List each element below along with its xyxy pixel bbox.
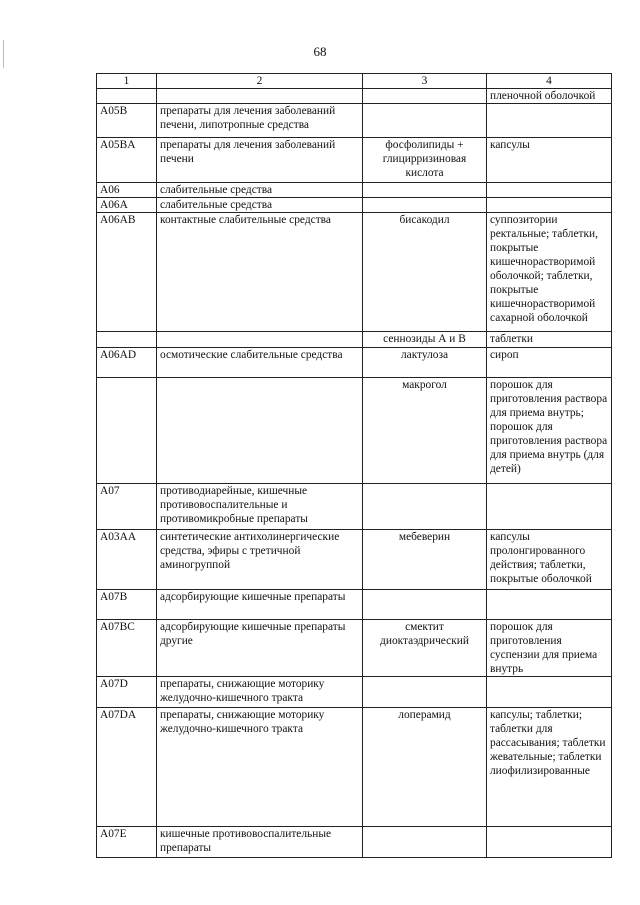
table-row — [97, 213, 612, 332]
table-row — [97, 332, 612, 348]
dosage-form: капсулы — [487, 138, 612, 183]
dosage-form — [487, 183, 612, 198]
table-row — [97, 348, 612, 378]
dosage-form: таблетки — [487, 332, 612, 348]
atc-code — [97, 378, 157, 484]
atc-code — [97, 89, 157, 104]
pharm-group: синтетические антихолинергические средства, эфиры с третичной аминогруппой — [157, 530, 363, 590]
drug-name — [363, 484, 487, 530]
dosage-form: сироп — [487, 348, 612, 378]
atc-code: A07BC — [97, 620, 157, 677]
drug-name — [363, 183, 487, 198]
table-row — [97, 89, 612, 104]
dosage-form: суппозитории ректальные; таблетки, покрытые кишечнорастворимой оболочкой; таблетки, покрытые кишечнорастворимой сахарной оболочкой — [487, 213, 612, 332]
drug-name: мебеверин — [363, 530, 487, 590]
col-header-4: 4 — [487, 74, 612, 89]
pharm-group: противодиарейные, кишечные противовоспалительные и противомикробные препараты — [157, 484, 363, 530]
table-row — [97, 708, 612, 827]
pharm-group: адсорбирующие кишечные препараты — [157, 590, 363, 620]
table-row — [97, 378, 612, 484]
drug-name: бисакодил — [363, 213, 487, 332]
drug-name — [363, 590, 487, 620]
dosage-form — [487, 590, 612, 620]
atc-code: A07DA — [97, 708, 157, 827]
atc-code: A07B — [97, 590, 157, 620]
pharm-group: осмотические слабительные средства — [157, 348, 363, 378]
pharm-group: препараты, снижающие моторику желудочно-кишечного тракта — [157, 677, 363, 708]
table-row — [97, 138, 612, 183]
page-number: 68 — [313, 44, 327, 59]
drug-name: макрогол — [363, 378, 487, 484]
drug-name — [363, 677, 487, 708]
drug-name — [363, 89, 487, 104]
drug-name — [363, 827, 487, 858]
atc-code: A06A — [97, 198, 157, 213]
dosage-form: порошок для приготовления раствора для приема внутрь; порошок для приготовления раствора для приема внутрь (для детей) — [487, 378, 612, 484]
pharm-group: адсорбирующие кишечные препараты другие — [157, 620, 363, 677]
table-row — [97, 620, 612, 677]
table-row — [97, 530, 612, 590]
atc-code: A06 — [97, 183, 157, 198]
dosage-form — [487, 484, 612, 530]
pharm-group: кишечные противовоспалительные препараты — [157, 827, 363, 858]
table-row — [97, 677, 612, 708]
col-header-2: 2 — [157, 74, 363, 89]
dosage-form: капсулы; таблетки; таблетки для рассасывания; таблетки жевательные; таблетки лиофилизированные — [487, 708, 612, 827]
atc-code: A06AB — [97, 213, 157, 332]
atc-code: A07E — [97, 827, 157, 858]
drug-name: сеннозиды А и В — [363, 332, 487, 348]
pharm-group: слабительные средства — [157, 198, 363, 213]
pharm-group: слабительные средства — [157, 183, 363, 198]
dosage-form — [487, 677, 612, 708]
pharm-group: препараты для лечения заболеваний печени — [157, 138, 363, 183]
drug-name: лоперамид — [363, 708, 487, 827]
atc-code: A06AD — [97, 348, 157, 378]
atc-code: A07 — [97, 484, 157, 530]
dosage-form: порошок для приготовления суспензии для приема внутрь — [487, 620, 612, 677]
pharm-group — [157, 89, 363, 104]
col-header-1: 1 — [97, 74, 157, 89]
drug-name: смектит диоктаэдрический — [363, 620, 487, 677]
pharm-group: препараты для лечения заболеваний печени, липотропные средства — [157, 104, 363, 138]
drug-name: фосфолипиды + глицирризиновая кислота — [363, 138, 487, 183]
table-row — [97, 484, 612, 530]
atc-code — [97, 332, 157, 348]
atc-code: A05BA — [97, 138, 157, 183]
table-row — [97, 104, 612, 138]
table-row — [97, 198, 612, 213]
table-row — [97, 590, 612, 620]
pharm-group: контактные слабительные средства — [157, 213, 363, 332]
dosage-form — [487, 827, 612, 858]
dosage-form: пленочной оболочкой — [487, 89, 612, 104]
drug-table — [96, 73, 612, 858]
pharm-group — [157, 332, 363, 348]
col-header-3: 3 — [363, 74, 487, 89]
atc-code: A07D — [97, 677, 157, 708]
drug-name: лактулоза — [363, 348, 487, 378]
table-header-row — [97, 74, 612, 89]
pharm-group — [157, 378, 363, 484]
table-row — [97, 827, 612, 858]
atc-code: A05B — [97, 104, 157, 138]
pharm-group: препараты, снижающие моторику желудочно-кишечного тракта — [157, 708, 363, 827]
drug-name — [363, 198, 487, 213]
dosage-form: капсулы пролонгированного действия; таблетки, покрытые оболочкой — [487, 530, 612, 590]
dosage-form — [487, 198, 612, 213]
dosage-form — [487, 104, 612, 138]
table-row — [97, 183, 612, 198]
drug-name — [363, 104, 487, 138]
atc-code: A03AA — [97, 530, 157, 590]
